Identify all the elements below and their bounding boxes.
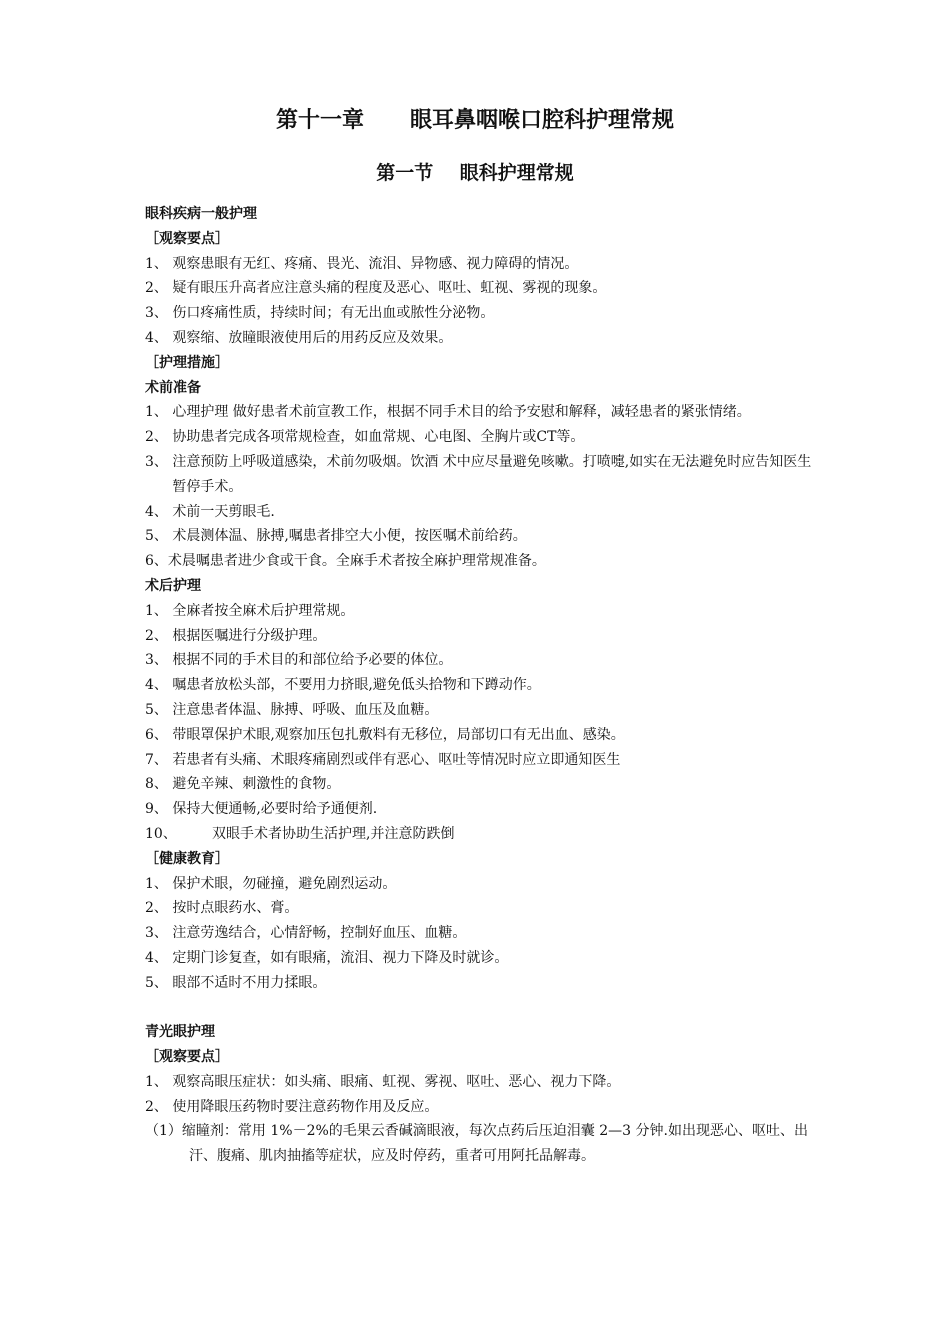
list-item <box>145 276 813 301</box>
item-number: 2、 <box>145 900 173 917</box>
list-item <box>145 772 813 797</box>
blank-line <box>145 996 813 1021</box>
item-number: 1、 <box>145 875 173 892</box>
list-item <box>145 524 813 549</box>
list-item <box>145 921 813 946</box>
item-text: 根据不同的手术目的和部位给予必要的体位。 <box>172 652 453 669</box>
item-number: 10、 <box>145 825 177 842</box>
list-item <box>145 698 813 723</box>
item-text: 疑有眼压升高者应注意头痛的程度及恶心、呕吐、虹视、雾视的现象。 <box>172 280 607 297</box>
item-text: 双眼手术者协助生活护理,并注意防跌倒 <box>212 825 455 842</box>
list-item <box>145 648 813 673</box>
item-number: 9、 <box>145 801 173 818</box>
glaucoma-observe-heading: ［观察要点］ <box>145 1049 229 1066</box>
sub-list-item <box>145 1119 813 1169</box>
item-text: 注意劳逸结合，心情舒畅，控制好血压、血糖。 <box>172 925 467 942</box>
item-text: 若患者有头痛、术眼疼痛剧烈或伴有恶心、呕吐等情况时应立即通知医生 <box>172 751 621 768</box>
item-text: 术晨嘱患者进少食或干食。全麻手术者按全麻护理常规准备。 <box>167 553 546 570</box>
postop-heading: 术后护理 <box>145 577 201 594</box>
list-item <box>145 301 813 326</box>
general-care-heading: 眼科疾病一般护理 <box>145 206 257 222</box>
list-item <box>145 450 813 500</box>
list-item <box>145 896 813 921</box>
list-item <box>145 326 813 351</box>
list-item <box>145 1095 813 1120</box>
item-text: 注意预防上呼吸道感染，术前勿吸烟。饮酒 术中应尽量避免咳嗽。打喷嚏,如实在无法避免时应告知医生暂停手术。 <box>172 453 812 495</box>
chapter-title: 第十一章 眼耳鼻咽喉口腔科护理常规 <box>276 107 674 133</box>
item-text: 协助患者完成各项常规检查，如血常规、心电图、全胸片或CT等。 <box>172 429 585 446</box>
item-number: 4、 <box>145 677 173 694</box>
item-text: 全麻者按全麻术后护理常规。 <box>172 602 355 619</box>
education-heading: ［健康教育］ <box>145 850 229 867</box>
item-number: 2、 <box>145 280 173 297</box>
item-number: 6、 <box>145 726 173 743</box>
list-item <box>145 748 813 773</box>
item-number: 2、 <box>145 429 173 446</box>
item-text: 眼部不适时不用力揉眼。 <box>172 974 327 991</box>
list-item <box>145 723 813 748</box>
observe-heading: ［观察要点］ <box>145 230 229 247</box>
document-body <box>145 202 813 1169</box>
item-text: 嘱患者放松头部，不要用力挤眼,避免低头拾物和下蹲动作。 <box>172 677 541 694</box>
item-text: 观察患眼有无红、疼痛、畏光、流泪、异物感、视力障碍的情况。 <box>172 255 579 272</box>
measures-heading: ［护理措施］ <box>145 354 229 371</box>
item-number: 1、 <box>145 255 173 272</box>
glaucoma-heading: 青光眼护理 <box>145 1024 215 1041</box>
item-number: 8、 <box>145 776 173 793</box>
item-text: 术晨测体温、脉搏,嘱患者排空大小便，按医嘱术前给药。 <box>172 528 527 545</box>
sub-item-text: 缩瞳剂：常用 1%－2%的毛果云香碱滴眼液，每次点药后压迫泪囊 2—3 分钟.如出现恶心、呕吐、出汗、腹痛、肌肉抽搐等症状，应及时停药，重者可用阿托品解毒。 <box>181 1123 808 1165</box>
preop-heading: 术前准备 <box>145 379 201 396</box>
item-number: 4、 <box>145 329 173 346</box>
item-text: 定期门诊复查，如有眼痛，流泪、视力下降及时就诊。 <box>172 949 509 966</box>
item-number: 7、 <box>145 751 173 768</box>
item-number: 3、 <box>145 652 173 669</box>
list-item <box>145 425 813 450</box>
item-text: 术前一天剪眼毛. <box>172 503 275 520</box>
item-text: 注意患者体温、脉搏、呼吸、血压及血糖。 <box>172 701 439 718</box>
item-number: 4、 <box>145 949 173 966</box>
item-text: 带眼罩保护术眼,观察加压包扎敷料有无移位，局部切口有无出血、感染。 <box>172 726 625 743</box>
item-number: 6、 <box>145 553 168 570</box>
list-item <box>145 624 813 649</box>
list-item <box>145 822 813 847</box>
item-text: 保持大便通畅,必要时给予通便剂. <box>172 801 378 818</box>
list-item <box>145 500 813 525</box>
item-text: 按时点眼药水、膏。 <box>172 900 299 917</box>
list-item <box>145 673 813 698</box>
item-number: 4、 <box>145 503 173 520</box>
list-item <box>145 252 813 277</box>
list-item <box>145 1070 813 1095</box>
item-number: 1、 <box>145 404 173 421</box>
item-text: 心理护理 做好患者术前宣教工作，根据不同手术目的给予安慰和解释，减轻患者的紧张情绪。 <box>172 404 751 421</box>
item-number: 3、 <box>145 925 173 942</box>
item-number: 1、 <box>145 602 173 619</box>
item-number: 5、 <box>145 528 173 545</box>
list-item <box>145 400 813 425</box>
list-item <box>145 946 813 971</box>
item-text: 保护术眼，勿碰撞，避免剧烈运动。 <box>172 875 397 892</box>
sub-item-number: （1） <box>145 1123 182 1140</box>
item-number: 5、 <box>145 974 173 991</box>
section-title: 第一节 眼科护理常规 <box>376 162 574 184</box>
item-text: 观察高眼压症状：如头痛、眼痛、虹视、雾视、呕吐、恶心、视力下降。 <box>172 1073 621 1090</box>
item-number: 3、 <box>145 453 173 470</box>
item-text: 观察缩、放瞳眼液使用后的用药反应及效果。 <box>172 329 453 346</box>
item-number: 3、 <box>145 305 173 322</box>
item-text: 使用降眼压药物时要注意药物作用及反应。 <box>172 1098 439 1115</box>
list-item <box>145 599 813 624</box>
item-text: 避免辛辣、刺激性的食物。 <box>172 776 341 793</box>
item-number: 2、 <box>145 1098 173 1115</box>
item-text: 根据医嘱进行分级护理。 <box>172 627 327 644</box>
item-number: 2、 <box>145 627 173 644</box>
list-item <box>145 797 813 822</box>
item-number: 1、 <box>145 1073 173 1090</box>
list-item <box>145 549 813 574</box>
item-number: 5、 <box>145 701 173 718</box>
list-item <box>145 872 813 897</box>
item-text: 伤口疼痛性质，持续时间；有无出血或脓性分泌物。 <box>172 305 495 322</box>
list-item <box>145 971 813 996</box>
